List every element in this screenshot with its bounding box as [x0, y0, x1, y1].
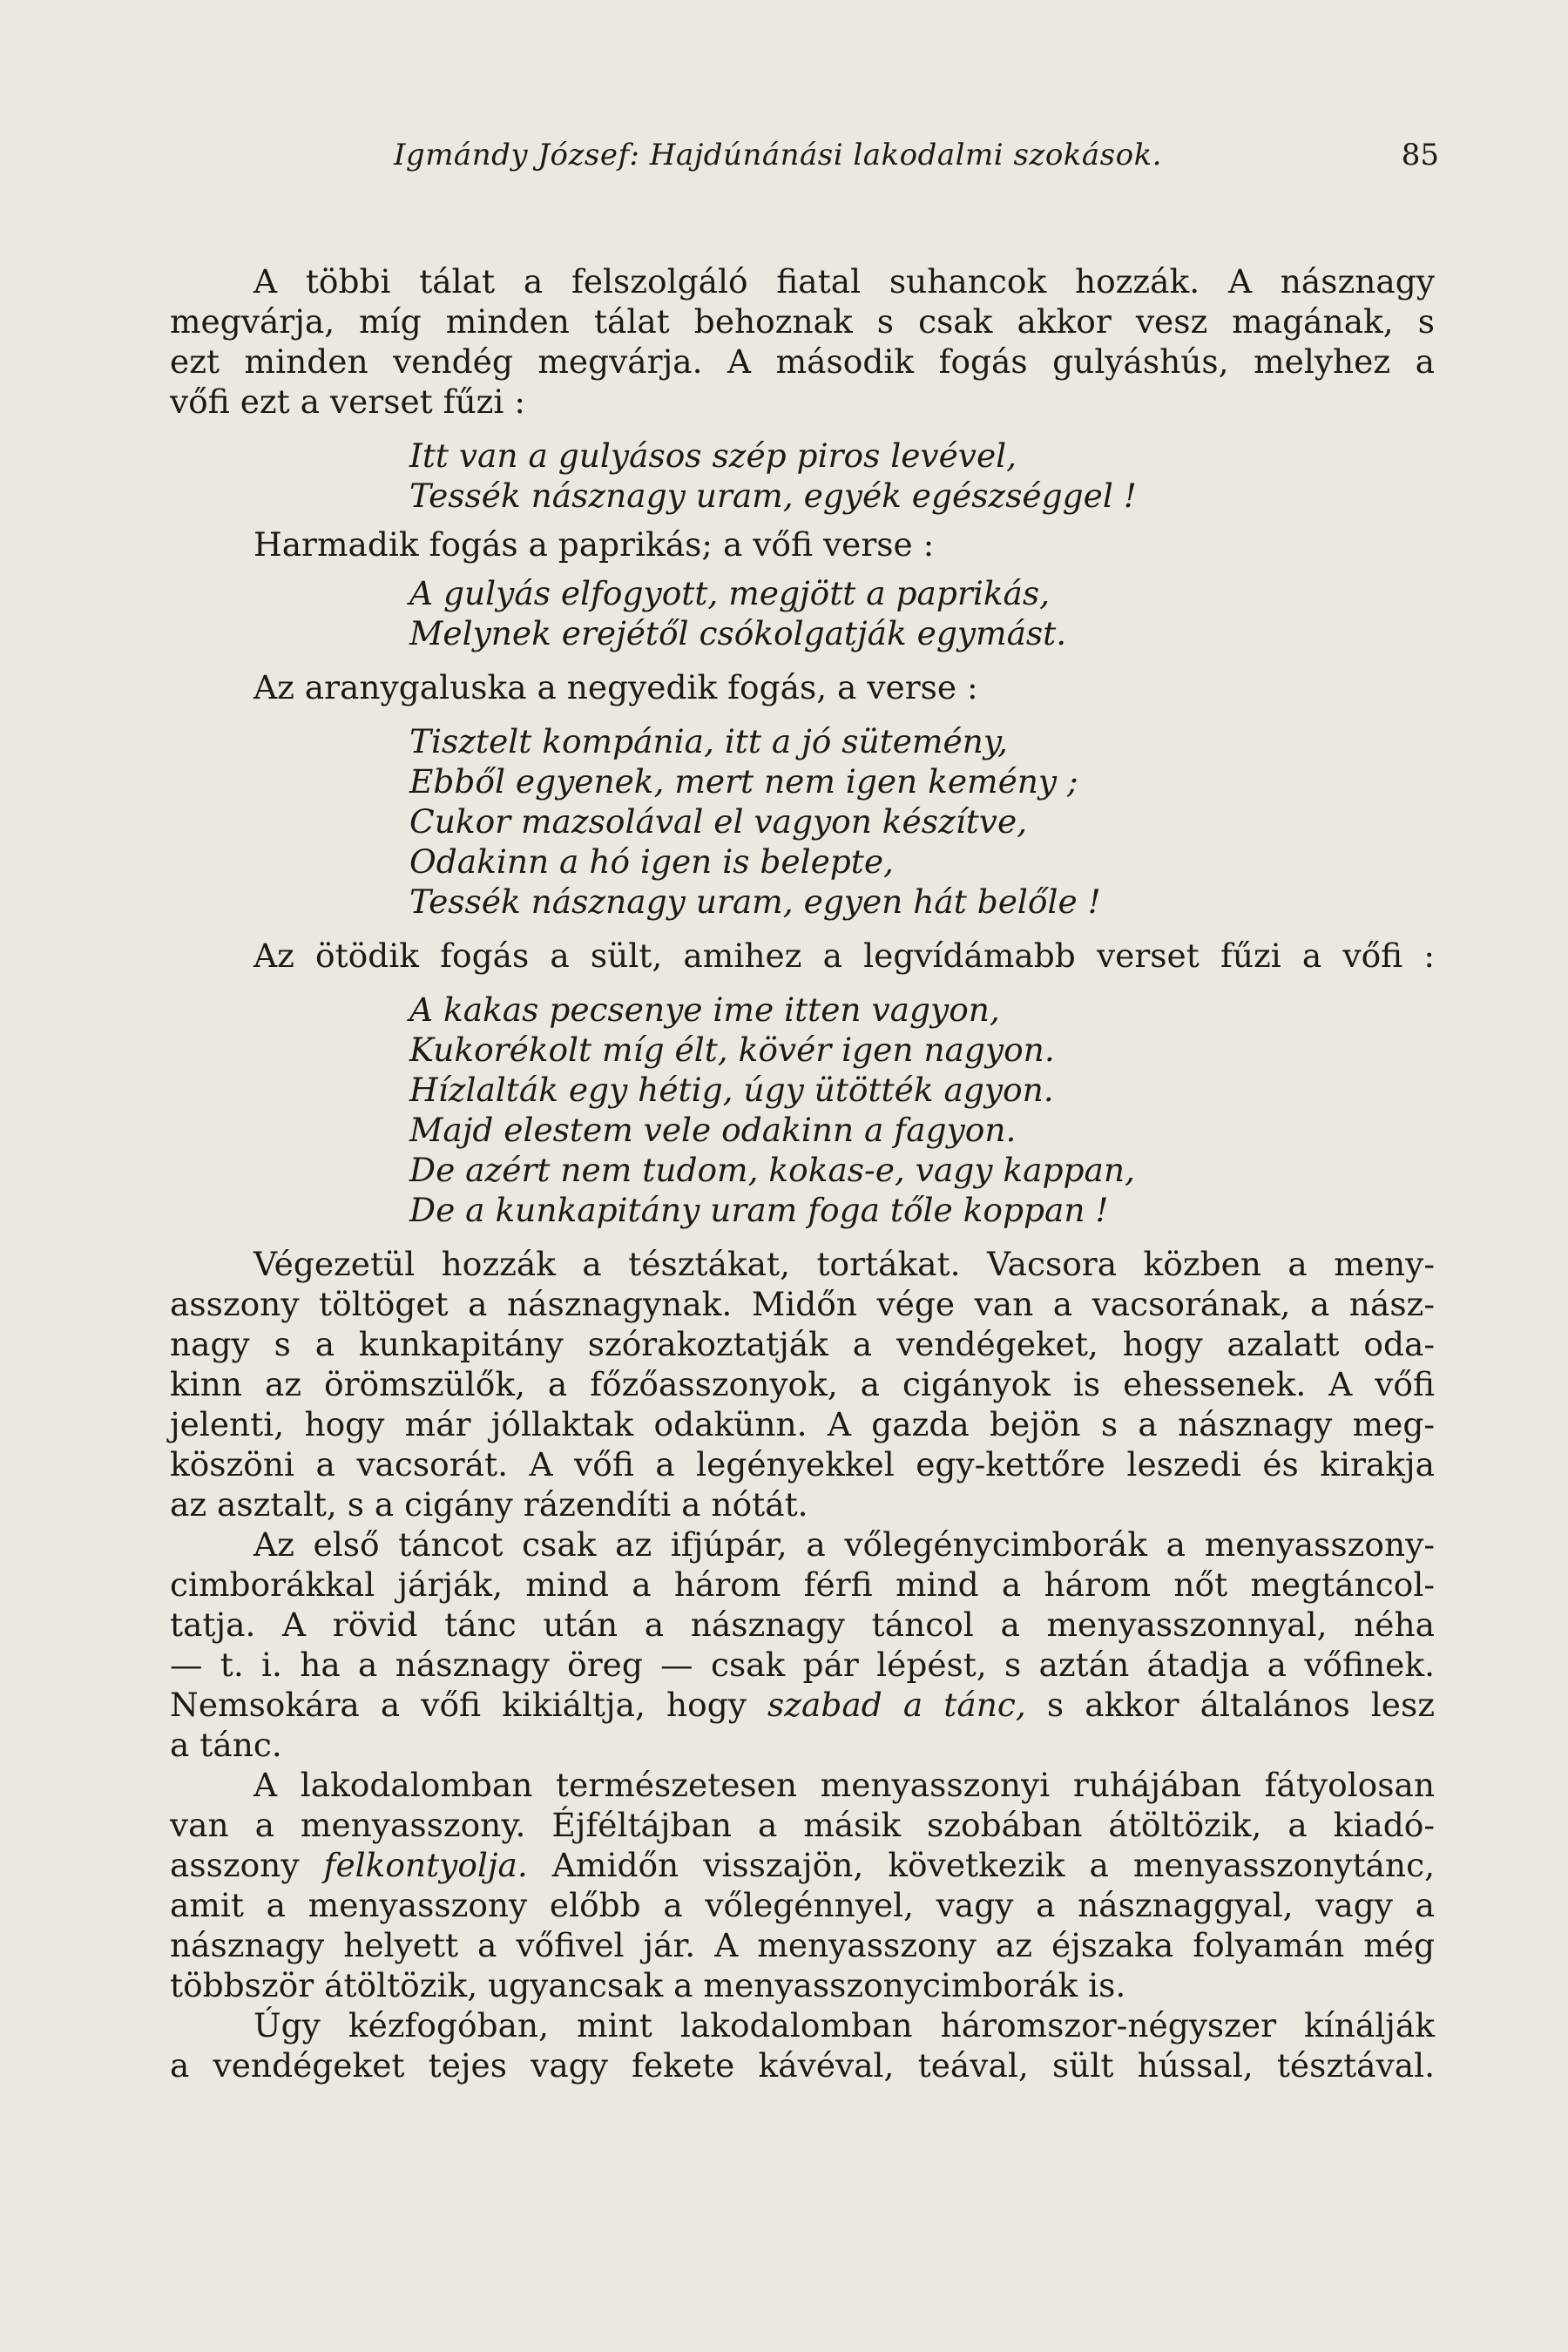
- text-line: cimborákkal járják, mind a három férfi mind a három nőt megtáncol-: [170, 1565, 1435, 1604]
- text-segment: Nemsokára a vőfi kikiáltja, hogy: [170, 1686, 747, 1724]
- text-line: násznagy helyett a vőfivel jár. A menyasszony az éjszaka folyamán még: [170, 1926, 1435, 1964]
- verse: [170, 436, 1435, 516]
- text-line: az asztalt, s a cigány rázendíti a nótát.: [170, 1485, 808, 1524]
- verse-line: A gulyás elfogyott, megjött a paprikás,: [409, 574, 1051, 612]
- text-line: amit a menyasszony előbb a vőlegénnyel, vagy a násznaggyal, vagy a: [170, 1886, 1435, 1924]
- text-segment: Amidőn visszajön, következik a menyasszonytánc,: [551, 1846, 1435, 1884]
- verse-line: Itt van a gulyásos szép piros levével,: [409, 436, 1017, 475]
- text-line: vőfi ezt a verset fűzi :: [170, 382, 525, 421]
- text-line: ezt minden vendég megvárja. A második fogás gulyáshús, melyhez a: [170, 342, 1435, 381]
- verse: [170, 721, 1435, 922]
- verse-line: Majd elestem vele odakinn a fagyon.: [409, 1111, 1017, 1149]
- text-line: Az ötödik fogás a sült, amihez a legvídámabb verset fűzi a vőfi :: [253, 936, 1435, 975]
- text-segment: asszony: [170, 1846, 300, 1884]
- text-line: megvárja, míg minden tálat behoznak s csak akkor vesz magának, s: [170, 302, 1435, 341]
- text-line: van a menyasszony. Éjféltájban a másik szobában átöltözik, a kiadó-: [170, 1806, 1435, 1844]
- text-line: nagy s a kunkapitány szórakoztatják a vendégeket, hogy azalatt oda-: [170, 1325, 1435, 1363]
- paragraph: [170, 2005, 1435, 2085]
- paragraph: [170, 1244, 1435, 1524]
- page-number: 85: [1401, 138, 1439, 172]
- text-line: A többi tálat a felszolgáló fiatal suhancok hozzák. A násznagy: [253, 262, 1435, 301]
- text-line: A lakodalomban természetesen menyasszonyi ruhájában fátyolosan: [253, 1766, 1435, 1804]
- text-line: asszony töltöget a násznagynak. Midőn vége van a vacsorának, a nász-: [170, 1285, 1435, 1323]
- verse-line: Cukor mazsolával el vagyon készítve,: [409, 802, 1028, 841]
- verse-line: Melynek erejétől csókolgatják egymást.: [409, 614, 1067, 652]
- text-line: [170, 1685, 1435, 1725]
- text-line: — t. i. ha a násznagy öreg — csak pár lépést, s aztán átadja a vőfinek.: [170, 1646, 1435, 1684]
- text-line: köszöni a vacsorát. A vőfi a legényekkel egy-kettőre leszedi és kirakja: [170, 1445, 1435, 1484]
- running-title: Igmándy József: Hajdúnánási lakodalmi szokások.: [394, 138, 1162, 172]
- verse: [170, 990, 1435, 1230]
- verse-line: De a kunkapitány uram foga tőle koppan !: [409, 1191, 1109, 1229]
- text-line: kinn az örömszülők, a főzőasszonyok, a cigányok is ehessenek. A vőfi: [170, 1365, 1435, 1403]
- text-line: [170, 1845, 1435, 1885]
- text-line: jelenti, hogy már jóllaktak odakünn. A gazda bejön s a násznagy meg-: [170, 1405, 1435, 1443]
- verse-line: Ebből egyenek, mert nem igen kemény ;: [409, 762, 1078, 801]
- text-line: a vendégeket tejes vagy fekete kávéval, teával, sült hússal, tésztával.: [170, 2046, 1435, 2085]
- text-line: többször átöltözik, ugyancsak a menyasszonycimborák is.: [170, 1966, 1126, 2004]
- main-text: [170, 261, 1435, 2085]
- emphasized-text: szabad a tánc,: [767, 1686, 1026, 1724]
- paragraph: [170, 936, 1435, 976]
- verse: [170, 573, 1435, 653]
- verse-line: Hízlalták egy hétig, úgy ütötték agyon.: [409, 1071, 1054, 1109]
- page-header: [167, 138, 1439, 190]
- text-line: a tánc.: [170, 1726, 282, 1764]
- verse-line: Odakinn a hó igen is belepte,: [409, 842, 894, 881]
- paragraph: [170, 1524, 1435, 1765]
- verse-line: Tessék násznagy uram, egyék egészséggel !: [409, 476, 1137, 515]
- paragraph: [170, 524, 1435, 564]
- text-line: Az aranygaluska a negyedik fogás, a verse :: [253, 668, 978, 706]
- text-line: Az első táncot csak az ifjúpár, a vőlegénycimborák a menyasszony-: [253, 1525, 1435, 1564]
- text-line: Harmadik fogás a paprikás; a vőfi verse :: [253, 525, 935, 564]
- text-line: Úgy kézfogóban, mint lakodalomban háromszor-négyszer kínálják: [253, 2006, 1435, 2044]
- text-line: Végezetül hozzák a tésztákat, tortákat. Vacsora közben a meny-: [253, 1245, 1435, 1283]
- text-line: tatja. A rövid tánc után a násznagy táncol a menyasszonnyal, néha: [170, 1605, 1435, 1644]
- paragraph: [170, 261, 1435, 422]
- text-segment: s akkor általános lesz: [1046, 1686, 1435, 1724]
- verse-line: A kakas pecsenye ime itten vagyon,: [409, 990, 1000, 1029]
- emphasized-text: felkontyolja.: [323, 1846, 528, 1884]
- verse-line: Tessék násznagy uram, egyen hát belőle !: [409, 882, 1101, 921]
- verse-line: Tisztelt kompánia, itt a jó sütemény,: [409, 722, 1008, 760]
- paragraph: [170, 1765, 1435, 2005]
- paragraph: [170, 667, 1435, 707]
- verse-line: Kukorékolt míg élt, kövér igen nagyon.: [409, 1031, 1055, 1069]
- verse-line: De azért nem tudom, kokas-e, vagy kappan,: [409, 1151, 1135, 1189]
